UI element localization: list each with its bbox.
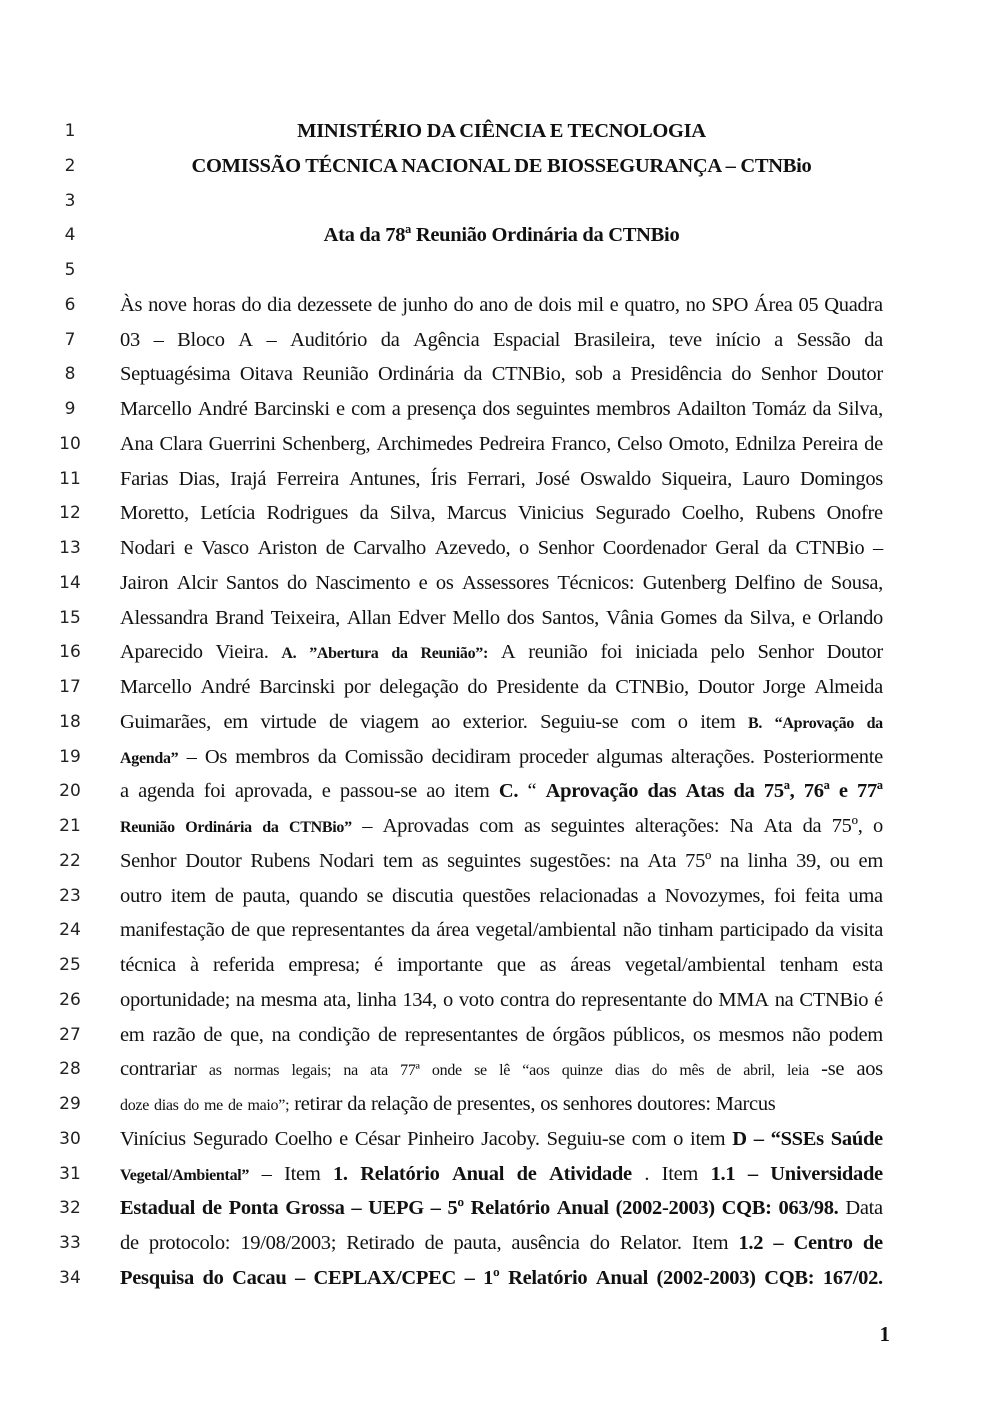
- text-line: Ana Clara Guerrini Schenberg, Archimedes Pedreira Franco, Celso Omoto, Ednilza Pereira de: [120, 432, 883, 455]
- line-number: 26: [59, 989, 81, 1010]
- line-number: 15: [59, 607, 81, 628]
- text-line: 03 – Bloco A – Auditório da Agência Espacial Brasileira, teve início a Sessão da: [120, 328, 883, 351]
- line-number: 9: [64, 399, 76, 419]
- text-line: Aparecido Vieira. A. ”Abertura da Reunião”: A reunião foi iniciada pelo Senhor Doutor: [120, 641, 883, 664]
- line-number: 28: [59, 1059, 81, 1080]
- text-line: Marcello André Barcinski e com a presença dos seguintes membros Adailton Tomáz da Silva,: [120, 398, 883, 420]
- text-line: Estadual de Ponta Grossa – UEPG – 5º Relatório Anual (2002-2003) CQB: 063/98. Data: [120, 1197, 883, 1220]
- line-number: 33: [59, 1233, 81, 1253]
- line-number: 31: [59, 1163, 81, 1184]
- text-line: Agenda” – Os membros da Comissão decidiram proceder algumas alterações. Posteriormente: [120, 745, 883, 768]
- text-line: a agenda foi aprovada, e passou-se ao item C. “ Aprovação das Atas da 75ª, 76ª e 77ª: [120, 780, 883, 803]
- line-number: 18: [59, 711, 81, 732]
- text-line: técnica à referida empresa; é importante que as áreas vegetal/ambiental tenham esta: [120, 954, 883, 976]
- line-number: 16: [59, 642, 81, 663]
- line-number: 29: [59, 1094, 81, 1114]
- text-line: Vegetal/Ambiental” – Item 1. Relatório Anual de Atividade . Item 1.1 – Universidade: [120, 1162, 883, 1185]
- text-line: Jairon Alcir Santos do Nascimento e os Assessores Técnicos: Gutenberg Delfino de Sousa,: [120, 571, 883, 594]
- line-number: 14: [59, 572, 81, 593]
- text-line: Reunião Ordinária da CTNBio” – Aprovadas com as seguintes alterações: Na Ata da 75º, o: [120, 815, 883, 837]
- text-line: [120, 119, 883, 143]
- line-number: 5: [64, 260, 76, 280]
- line-number: 23: [59, 885, 81, 906]
- line-number: 34: [59, 1267, 81, 1288]
- text-line: em razão de que, na condição de representantes de órgãos públicos, os mesmos não podem: [120, 1023, 883, 1046]
- text-line: contrariar as normas legais; na ata 77ª onde se lê “aos quinze dias do mês de abril, leia -se aos: [120, 1058, 883, 1081]
- text-line: [120, 154, 883, 178]
- line-number: 8: [64, 364, 76, 385]
- text-line: oportunidade; na mesma ata, linha 134, o voto contra do representante do MMA na CTNBio é: [120, 988, 883, 1011]
- text-line: Guimarães, em virtude de viagem ao exterior. Seguiu-se com o item B. “Aprovação da: [120, 710, 883, 733]
- line-number: 20: [59, 781, 81, 802]
- line-number: 2: [64, 155, 76, 176]
- line-number: 30: [59, 1128, 81, 1149]
- text-line: Senhor Doutor Rubens Nodari tem as seguintes sugestões: na Ata 75º na linha 39, ou em: [120, 849, 883, 872]
- text-line: Pesquisa do Cacau – CEPLAX/CPEC – 1º Relatório Anual (2002-2003) CQB: 167/02.: [120, 1266, 883, 1289]
- text-line: Às nove horas do dia dezessete de junho do ano de dois mil e quatro, no SPO Área 05 Quadra: [120, 293, 883, 316]
- page-number: 1: [879, 1322, 890, 1346]
- text-line: manifestação de que representantes da área vegetal/ambiental não tinham participado da visita: [120, 919, 883, 942]
- text-line: Farias Dias, Irajá Ferreira Antunes, Íris Ferrari, José Oswaldo Siqueira, Lauro Domingos: [120, 467, 883, 490]
- line-number: 22: [59, 850, 81, 871]
- line-number: 25: [59, 955, 81, 975]
- line-number: 24: [59, 920, 81, 941]
- line-number: 27: [59, 1024, 81, 1045]
- line-number: 10: [59, 433, 81, 454]
- text-line: outro item de pauta, quando se discutia questões relacionadas a Novozymes, foi feita uma: [120, 884, 883, 907]
- line-number: 6: [64, 294, 76, 315]
- line-number: 4: [64, 225, 76, 246]
- line-number: 17: [59, 677, 81, 697]
- line-number: 7: [64, 329, 76, 350]
- text-line: [120, 223, 883, 247]
- text-segment: MINISTÉRIO DA CIÊNCIA E TECNOLOGIA: [297, 120, 706, 142]
- line-number: 11: [59, 468, 81, 489]
- text-line: Nodari e Vasco Ariston de Carvalho Azevedo, o Senhor Coordenador Geral da CTNBio –: [120, 537, 883, 559]
- text-segment: COMISSÃO TÉCNICA NACIONAL DE BIOSSEGURANÇA – CTNBio: [191, 154, 812, 177]
- line-number: 1: [64, 121, 76, 141]
- text-line: Vinícius Segurado Coelho e César Pinheiro Jacoby. Seguiu-se com o item D – “SSEs Saúde: [120, 1127, 883, 1150]
- text-segment: Ata da 78ª Reunião Ordinária da CTNBio: [323, 224, 680, 247]
- line-number: 12: [59, 503, 81, 524]
- text-line: Marcello André Barcinski por delegação do Presidente da CTNBio, Doutor Jorge Almeida: [120, 676, 883, 698]
- text-line: Septuagésima Oitava Reunião Ordinária da CTNBio, sob a Presidência do Senhor Doutor: [120, 363, 883, 386]
- line-number: 21: [59, 816, 81, 836]
- text-line: Alessandra Brand Teixeira, Allan Edver Mello dos Santos, Vânia Gomes da Silva, e Orlando: [120, 606, 883, 629]
- line-number: 3: [64, 190, 76, 211]
- text-line: Moretto, Letícia Rodrigues da Silva, Marcus Vinicius Segurado Coelho, Rubens Onofre: [120, 502, 883, 525]
- text-line: doze dias do me de maio”; retirar da relação de presentes, os senhores doutores: Marcus: [120, 1093, 776, 1115]
- line-number: 13: [59, 538, 81, 558]
- line-number: 32: [59, 1198, 81, 1219]
- text-line: de protocolo: 19/08/2003; Retirado de pauta, ausência do Relator. Item 1.2 – Centro de: [120, 1232, 883, 1254]
- line-number: 19: [59, 746, 81, 767]
